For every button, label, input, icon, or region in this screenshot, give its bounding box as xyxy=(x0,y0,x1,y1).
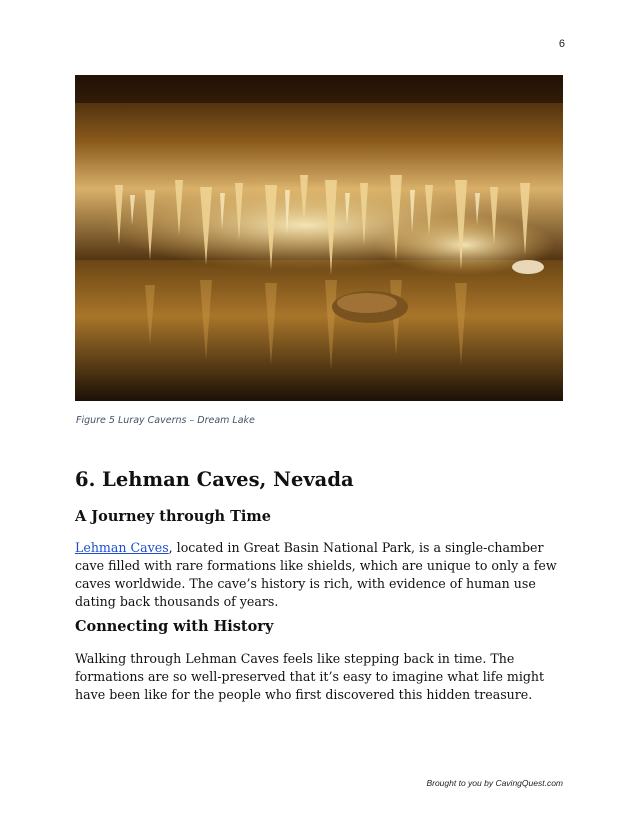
footer-credit: Brought to you by CavingQuest.com xyxy=(426,778,563,788)
cave-photo xyxy=(75,75,563,401)
figure-caption: Figure 5 Luray Caverns – Dream Lake xyxy=(76,415,255,426)
paragraph-history: Walking through Lehman Caves feels like stepping back in time. The formations are so well-preserved that it’s easy to imagine what life might have been like for the people who first discovered this hidden treasure. xyxy=(75,651,545,702)
subsection-heading-history: Connecting with History xyxy=(75,618,274,635)
subsection-heading-journey: A Journey through Time xyxy=(75,508,271,525)
paragraph-journey-text: , located in Great Basin National Park, is a single-chamber cave filled with rare formations like shields, which are unique to only a few caves worldwide. The cave’s history is rich, with evidence of human use dating back thousands of years. xyxy=(75,540,557,609)
paragraph-journey xyxy=(75,539,567,611)
page-number: 6 xyxy=(558,38,565,50)
lehman-caves-link[interactable]: Lehman Caves xyxy=(75,540,169,555)
section-title: 6. Lehman Caves, Nevada xyxy=(75,468,354,491)
